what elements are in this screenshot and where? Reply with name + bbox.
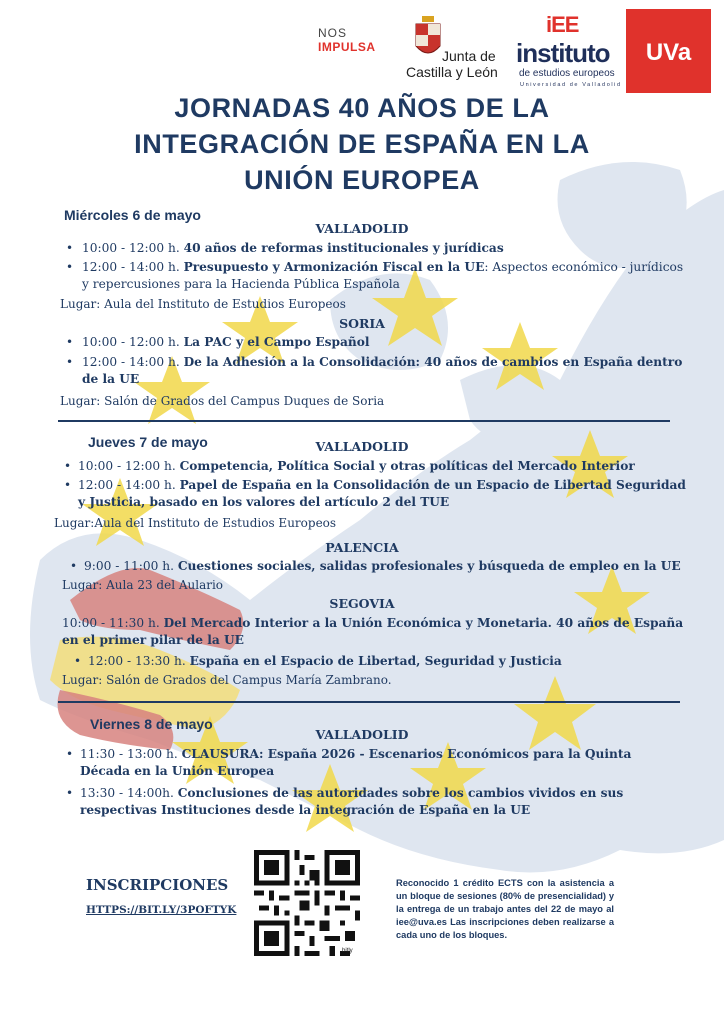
item-line2: y repercusiones para la Hacienda Pública Española xyxy=(82,277,400,291)
city-heading: VALLADOLID xyxy=(315,439,409,454)
venue-text: Lugar: Aula 23 del Aulario xyxy=(62,578,224,592)
venue-text: Lugar: Aula del Instituto de Estudios Europeos xyxy=(60,297,346,311)
bullet: • xyxy=(64,478,72,492)
agenda-item xyxy=(62,615,712,649)
item-line2: respectivas Instituciones desde la integración de España en la UE xyxy=(80,803,531,817)
iee-logo-mark: iEE xyxy=(546,12,579,37)
ects-note: Reconocido 1 crédito ECTS con la asistencia a un bloque de sesiones (80% de presencialidad) y la entrega de un trabajo antes del 22 de mayo al iee@uva.es Las inscripciones deben realizarse a cada uno de los bloques. xyxy=(396,878,614,940)
agenda-item xyxy=(82,354,702,388)
agenda-item xyxy=(78,477,718,511)
item-title: Competencia, Política Social y otras políticas del Mercado Interior xyxy=(179,459,635,473)
city-heading: VALLADOLID xyxy=(315,221,409,236)
iee-logo-line2: de estudios europeos xyxy=(519,68,615,79)
item-rest: : Aspectos económico - jurídicos xyxy=(484,260,684,274)
item-line2: de la UE xyxy=(82,372,140,386)
iee-logo xyxy=(516,12,620,94)
bullet: • xyxy=(66,786,74,800)
qr-bitly-label: bitly xyxy=(342,948,353,954)
bullet: • xyxy=(70,559,78,573)
item-rest: España 2026 - Escenarios Económicos para la Quinta xyxy=(263,747,632,761)
agenda-item xyxy=(78,458,708,475)
city-heading: SEGOVIA xyxy=(329,596,395,611)
agenda-item xyxy=(80,785,700,819)
agenda-item xyxy=(82,259,702,293)
item-line2: Década en la Unión Europea xyxy=(80,764,275,778)
bullet: • xyxy=(74,654,82,668)
item-title: De la Adhesión a la Consolidación: 40 años de cambios en España dentro xyxy=(183,355,683,369)
qr-code[interactable] xyxy=(252,850,362,956)
jcyl-logo-line1: Junta de xyxy=(442,48,496,64)
item-title: La PAC y el Campo Español xyxy=(183,335,370,349)
nos-logo-line2: IMPULSA xyxy=(318,40,376,54)
agenda-item xyxy=(84,558,714,575)
item-title: España en el Espacio de Libertad, Seguridad y Justicia xyxy=(189,654,562,668)
agenda-item xyxy=(80,746,700,780)
item-time: 11:30 - 13:00 h. xyxy=(80,747,178,761)
section-divider xyxy=(58,701,680,703)
uva-logo xyxy=(626,9,711,93)
item-title: 40 años de reformas institucionales y jurídicas xyxy=(183,241,504,255)
item-title: Conclusiones de las autoridades sobre los cambios vividos en sus xyxy=(177,786,624,800)
item-title: Presupuesto y Armonización Fiscal en la UE xyxy=(183,260,485,274)
venue-text: Lugar:Aula del Instituto de Estudios Europeos xyxy=(54,516,337,530)
item-time: 10:00 - 11:30 h. xyxy=(62,616,160,630)
item-title: CLAUSURA: xyxy=(181,747,264,761)
city-heading: VALLADOLID xyxy=(315,727,409,742)
item-time: 10:00 - 12:00 h. xyxy=(82,241,180,255)
city-heading: SORIA xyxy=(339,316,385,331)
item-time: 12:00 - 14:00 h. xyxy=(82,260,180,274)
item-time: 12:00 - 14:00 h. xyxy=(78,478,176,492)
item-time: 12:00 - 14:00 h. xyxy=(82,355,180,369)
agenda-item xyxy=(88,653,708,670)
junta-castilla-leon-logo xyxy=(406,16,510,82)
bullet: • xyxy=(66,241,74,255)
bullet: • xyxy=(66,335,74,349)
item-time: 12:00 - 13:30 h. xyxy=(88,654,186,668)
agenda-item xyxy=(82,240,702,257)
item-time: 9:00 - 11:00 h. xyxy=(84,559,174,573)
title-line-3: UNIÓN EUROPEA xyxy=(244,165,480,195)
iee-logo-line3: Universidad de Valladolid xyxy=(520,82,622,88)
bullet: • xyxy=(66,260,74,274)
agenda-item xyxy=(82,334,702,351)
title-line-1: JORNADAS 40 AÑOS DE LA xyxy=(174,93,550,123)
day-heading-wednesday: Miércoles 6 de mayo xyxy=(64,207,201,223)
inscriptions-heading: INSCRIPCIONES xyxy=(86,876,229,894)
iee-logo-line1: instituto xyxy=(516,38,610,68)
item-title: Del Mercado Interior a la Unión Económica y Monetaria. 40 años de España xyxy=(163,616,684,630)
item-line2: y Justicia, basado en los valores del artículo 2 del TUE xyxy=(78,495,450,509)
jcyl-logo-line2: Castilla y León xyxy=(406,64,498,80)
day-heading-thursday: Jueves 7 de mayo xyxy=(88,434,208,450)
city-heading: PALENCIA xyxy=(325,540,399,555)
bullet: • xyxy=(66,747,74,761)
item-title: Papel de España en la Consolidación de un Espacio de Libertad Seguridad xyxy=(179,478,686,492)
venue-text: Lugar: Salón de Grados del Campus María Zambrano. xyxy=(62,673,392,687)
item-title: Cuestiones sociales, salidas profesionales y búsqueda de empleo en la UE xyxy=(177,559,681,573)
section-divider xyxy=(58,420,670,422)
uva-logo-text: UVa xyxy=(645,39,692,66)
registration-link[interactable]: HTTPS://BIT.LY/3POFTYK xyxy=(86,904,237,916)
bullet: • xyxy=(66,355,74,369)
item-time: 13:30 - 14:00h. xyxy=(80,786,174,800)
venue-text: Lugar: Salón de Grados del Campus Duques de Soria xyxy=(60,394,385,408)
page-title xyxy=(110,90,614,198)
title-line-2: INTEGRACIÓN DE ESPAÑA EN LA xyxy=(134,129,590,159)
day-heading-friday: Viernes 8 de mayo xyxy=(90,716,213,732)
item-time: 10:00 - 12:00 h. xyxy=(82,335,180,349)
bullet: • xyxy=(64,459,72,473)
castilla-leon-shield-icon xyxy=(414,16,442,60)
nos-logo-line1: NOS xyxy=(318,26,348,40)
item-line2: en el primer pilar de la UE xyxy=(62,633,244,647)
item-time: 10:00 - 12:00 h. xyxy=(78,459,176,473)
nos-impulsa-logo xyxy=(318,26,398,54)
